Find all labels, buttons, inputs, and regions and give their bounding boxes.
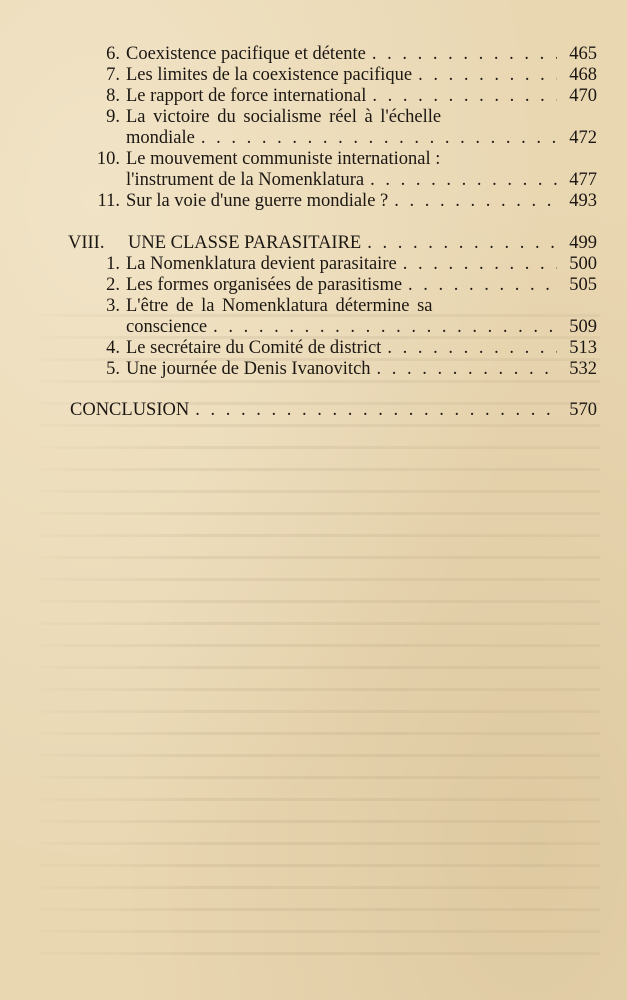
toc-entry — [0, 44, 627, 65]
entry-title: Le rapport de force international — [126, 86, 367, 106]
toc-chapter — [0, 233, 627, 254]
entry-page: 465 — [569, 44, 597, 64]
entry-page: 513 — [569, 338, 597, 358]
toc-entry — [0, 338, 627, 359]
toc-entry-continuation — [0, 317, 627, 338]
toc-entry — [0, 296, 627, 317]
entry-title: Les limites de la coexistence pacifique — [126, 65, 413, 85]
entry-title-continued: l'instrument de la Nomenklatura — [126, 170, 365, 190]
entry-number: 8. — [106, 86, 120, 106]
entry-title: Coexistence pacifique et détente — [126, 44, 366, 64]
entry-number: 5. — [106, 359, 120, 379]
entry-page: 493 — [569, 191, 597, 211]
toc-conclusion — [0, 400, 627, 421]
leader-dots — [367, 233, 557, 254]
entry-title: Le mouvement communiste international : — [126, 149, 441, 169]
leader-dots — [372, 44, 557, 65]
entry-number: 2. — [106, 275, 120, 295]
toc-entry-continuation — [0, 170, 627, 191]
leader-dots — [394, 191, 557, 212]
entry-page: 468 — [569, 65, 597, 85]
chapter-number: VIII. — [68, 233, 105, 253]
toc-entry — [0, 149, 627, 170]
leader-dots — [370, 170, 557, 191]
entry-page: 477 — [569, 170, 597, 190]
entry-title-continued: conscience — [126, 317, 208, 337]
entry-title: Les formes organisées de parasitisme — [126, 275, 403, 295]
leader-dots — [387, 338, 557, 359]
entry-title: Sur la voie d'une guerre mondiale ? — [126, 191, 389, 211]
entry-title: Une journée de Denis Ivanovitch — [126, 359, 371, 379]
toc-entry — [0, 107, 627, 128]
entry-title: L'être de la Nomenklatura détermine sa — [126, 296, 433, 316]
toc-entry-continuation — [0, 128, 627, 149]
leader-dots — [213, 317, 557, 338]
chapter-title: UNE CLASSE PARASITAIRE — [128, 233, 362, 253]
entry-page: 472 — [569, 128, 597, 148]
entry-number: 9. — [106, 107, 120, 127]
entry-page: 505 — [569, 275, 597, 295]
entry-title: Le secrétaire du Comité de district — [126, 338, 382, 358]
leader-dots — [403, 254, 557, 275]
entry-number: 11. — [97, 191, 120, 211]
entry-number: 6. — [106, 44, 120, 64]
toc-entry — [0, 359, 627, 380]
toc-entry — [0, 86, 627, 107]
entry-page: 532 — [569, 359, 597, 379]
entry-number: 1. — [106, 254, 120, 274]
entry-title: La victoire du socialisme réel à l'échelle — [126, 107, 442, 127]
entry-page: 509 — [569, 317, 597, 337]
entry-number: 10. — [96, 149, 120, 169]
leader-dots — [418, 65, 557, 86]
leader-dots — [195, 400, 557, 421]
entry-number: 4. — [106, 338, 120, 358]
toc-entry — [0, 254, 627, 275]
entry-page: 499 — [569, 233, 597, 253]
entry-number: 7. — [106, 65, 120, 85]
leader-dots — [372, 86, 557, 107]
entry-title: La Nomenklatura devient parasitaire — [126, 254, 397, 274]
conclusion-title: CONCLUSION — [70, 400, 190, 420]
entry-number: 3. — [106, 296, 120, 316]
toc-entry — [0, 65, 627, 86]
toc-entry — [0, 191, 627, 212]
leader-dots — [408, 275, 557, 296]
leader-dots — [201, 128, 557, 149]
entry-page: 500 — [569, 254, 597, 274]
entry-page: 470 — [569, 86, 597, 106]
entry-title-continued: mondiale — [126, 128, 195, 148]
toc-entry — [0, 275, 627, 296]
leader-dots — [377, 359, 557, 380]
show-through-text — [40, 300, 600, 960]
entry-page: 570 — [569, 400, 597, 420]
